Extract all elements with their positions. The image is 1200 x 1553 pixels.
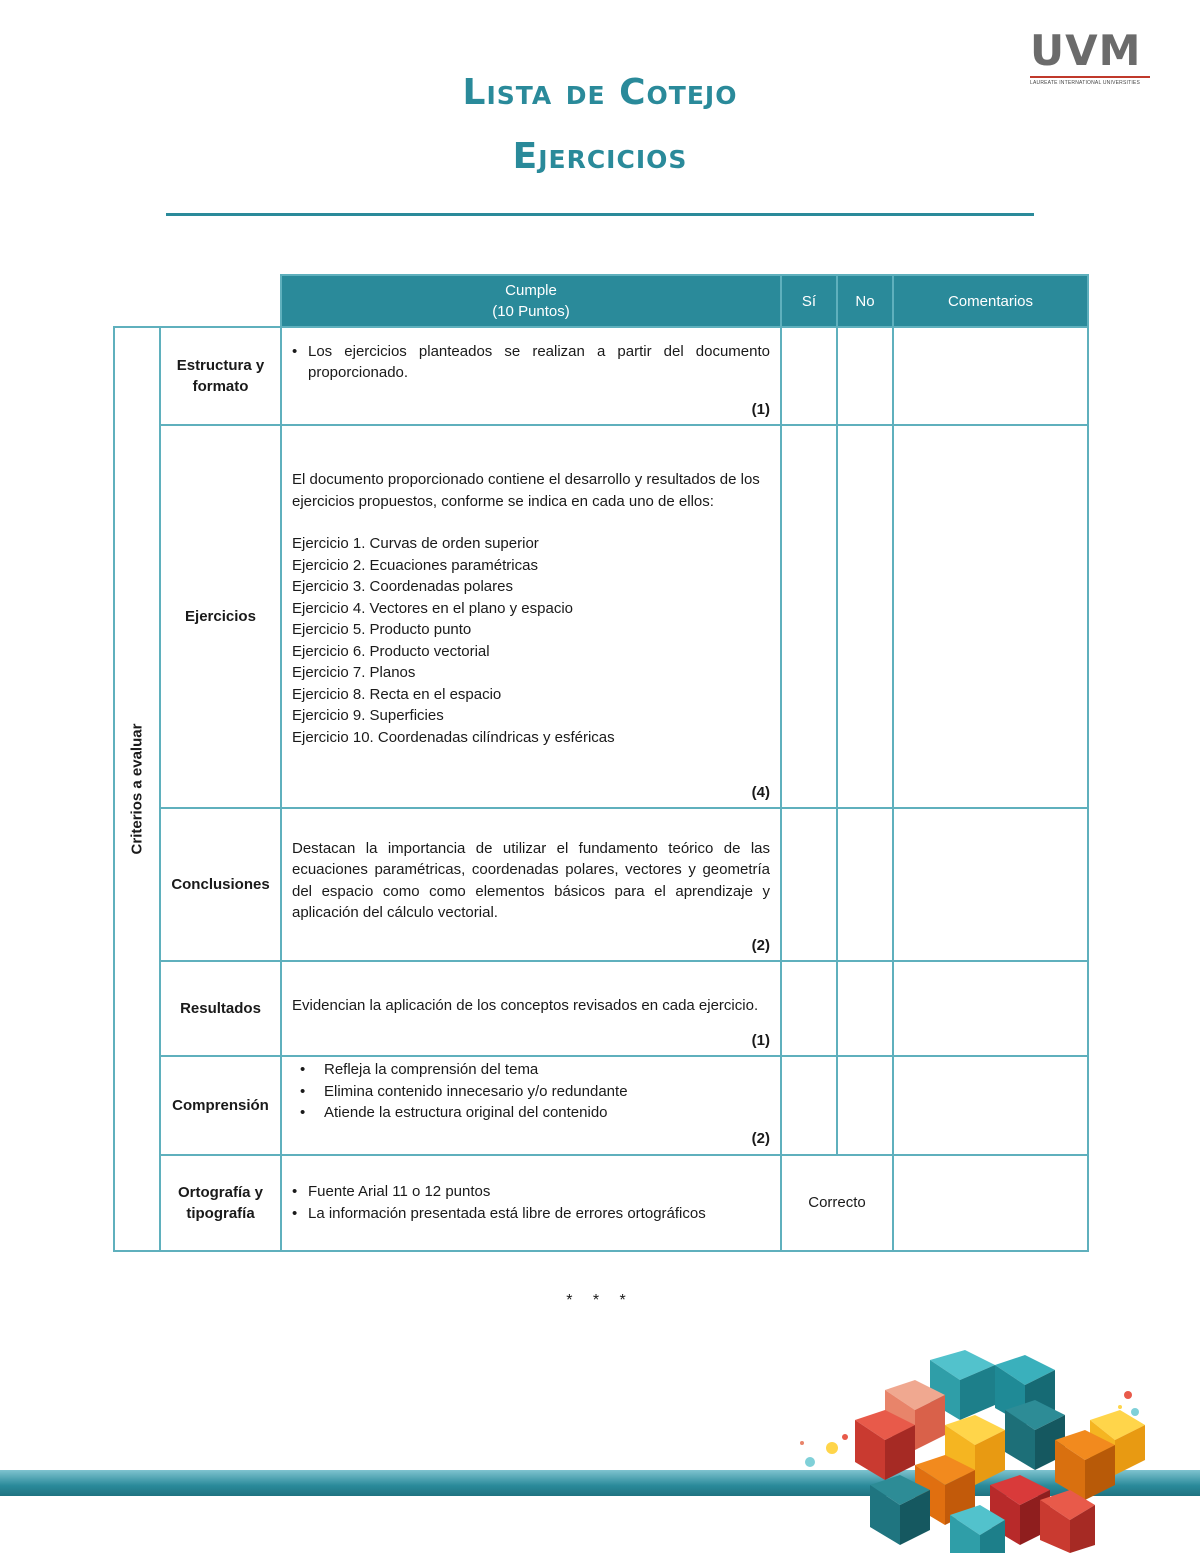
comment-cell[interactable] (893, 425, 1088, 808)
header-cumple-label: Cumple (505, 282, 557, 299)
table-header-row (114, 275, 1088, 327)
title-divider (166, 213, 1034, 216)
list-item: • Refleja la comprensión del tema (292, 1059, 770, 1081)
header-blank (114, 275, 160, 327)
list-item: Ejercicio 8. Recta en el espacio (292, 685, 502, 703)
list-item: Ejercicio 2. Ecuaciones paramétricas (292, 556, 538, 574)
row-text: Destacan la importancia de utilizar el fundamento teórico de las ecuaciones paramétricas, coordenadas polares, vectores y geometría del espacio como como elementos básicos para el aprendizaje y aplicación del cálculo vectorial. (292, 839, 770, 921)
decorative-cubes-graphic (790, 1350, 1170, 1553)
exercise-list (292, 533, 770, 748)
row-intro: El documento proporcionado contiene el desarrollo y resultados de los ejercicios propuestos, conforme se indica en cada uno de ellos: (292, 471, 760, 510)
logo-text: UVM (1030, 26, 1142, 75)
row-label: Estructura y formato (160, 327, 281, 425)
row-label: Conclusiones (160, 808, 281, 961)
header-si: Sí (781, 275, 837, 327)
bullet-list (292, 1181, 770, 1224)
comment-cell[interactable] (893, 1056, 1088, 1155)
list-item: Ejercicio 9. Superficies (292, 707, 444, 724)
no-cell[interactable] (837, 961, 893, 1056)
header-blank (160, 275, 281, 327)
list-item: Ejercicio 7. Planos (292, 664, 416, 681)
criteria-label: Criterios a evaluar (128, 723, 146, 855)
row-description (281, 961, 781, 1056)
list-item: Ejercicio 1. Curvas de orden superior (292, 535, 539, 552)
row-points: (4) (751, 783, 770, 801)
section-separator: * * * (566, 1292, 634, 1309)
header-cumple-points: (10 Puntos) (492, 303, 570, 320)
header-cumple (281, 275, 781, 327)
row-description (281, 1155, 781, 1251)
row-description (281, 808, 781, 961)
row-text: Evidencian la aplicación de los conceptos revisados en cada ejercicio. (292, 996, 759, 1014)
table-row (114, 808, 1088, 961)
comment-cell[interactable] (893, 808, 1088, 961)
header-comentarios: Comentarios (893, 275, 1088, 327)
no-cell[interactable] (837, 1056, 893, 1155)
bullet-list (292, 1059, 770, 1124)
table-row (114, 961, 1088, 1056)
list-item: Ejercicio 3. Coordenadas polares (292, 578, 513, 595)
row-label: Comprensión (160, 1056, 281, 1155)
table-row (114, 1155, 1088, 1251)
no-cell[interactable] (837, 327, 893, 425)
list-item: • Elimina contenido innecesario y/o redundante (292, 1081, 770, 1103)
row-label: Resultados (160, 961, 281, 1056)
status-cell: Correcto (781, 1155, 893, 1251)
list-item: Ejercicio 4. Vectores en el plano y espacio (292, 599, 573, 617)
row-label: Ortografía y tipografía (160, 1155, 281, 1251)
table-row (114, 1056, 1088, 1155)
row-description (281, 327, 781, 425)
checklist-table (113, 274, 1089, 1252)
row-points: (2) (751, 936, 770, 954)
row-points: (1) (751, 400, 770, 418)
row-description (281, 1056, 781, 1155)
table-row (114, 327, 1088, 425)
no-cell[interactable] (837, 808, 893, 961)
si-cell[interactable] (781, 808, 837, 961)
si-cell[interactable] (781, 327, 837, 425)
header-no: No (837, 275, 893, 327)
logo-tagline: LAUREATE INTERNATIONAL UNIVERSITIES (1030, 80, 1140, 86)
list-item: Ejercicio 6. Producto vectorial (292, 642, 490, 660)
comment-cell[interactable] (893, 961, 1088, 1056)
no-cell[interactable] (837, 425, 893, 808)
comment-cell[interactable] (893, 327, 1088, 425)
list-item: Ejercicio 10. Coordenadas cilíndricas y esféricas (292, 728, 615, 746)
page-title: Lista de Cotejo (462, 72, 738, 113)
list-item: • Los ejercicios planteados se realizan a partir del documento proporcionado. (292, 341, 770, 384)
row-points: (2) (751, 1130, 770, 1147)
page-subtitle: Ejercicios (512, 136, 688, 177)
list-item: • Atiende la estructura original del contenido (292, 1102, 770, 1124)
criteria-group-cell (114, 327, 160, 1251)
list-item: • Fuente Arial 11 o 12 puntos (292, 1181, 770, 1203)
bullet-list (292, 341, 770, 384)
comment-cell[interactable] (893, 1155, 1088, 1251)
row-points: (1) (751, 1031, 770, 1049)
table-row (114, 425, 1088, 808)
row-label: Ejercicios (160, 425, 281, 808)
si-cell[interactable] (781, 961, 837, 1056)
si-cell[interactable] (781, 425, 837, 808)
si-cell[interactable] (781, 1056, 837, 1155)
row-description (281, 425, 781, 808)
list-item: Ejercicio 5. Producto punto (292, 621, 472, 638)
list-item: • La información presentada está libre de errores ortográficos (292, 1203, 770, 1225)
